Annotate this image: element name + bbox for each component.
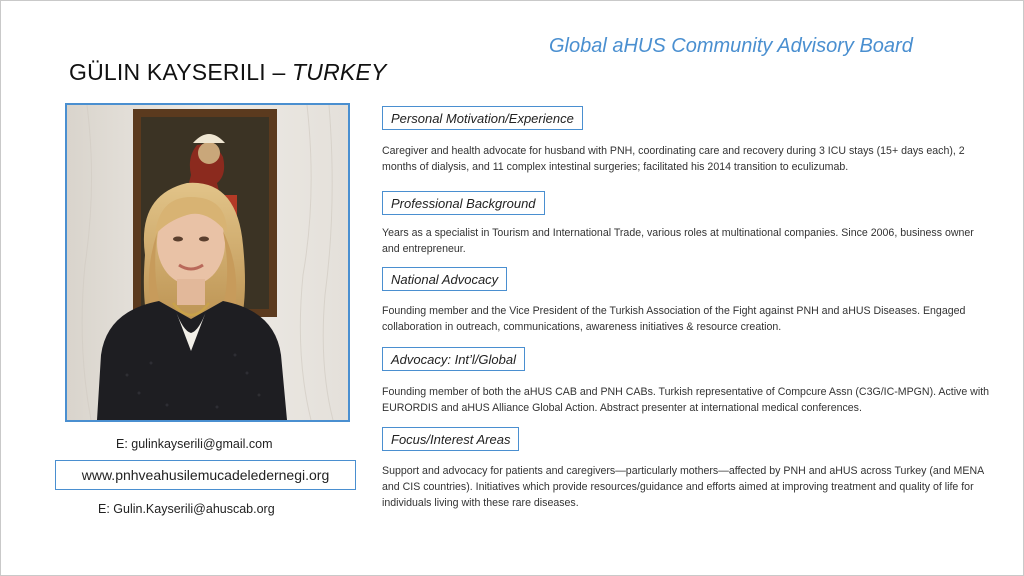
portrait-photo	[65, 103, 350, 422]
section-text-focus-areas: Support and advocacy for patients and caregivers—particularly mothers—affected by PNH and aHUS across Turkey (and MENA and CIS countries). Initiatives which provide resources/guidance and efforts aimed at improving treatment and quality of life for individuals living with these rare diseases.	[382, 465, 984, 509]
board-title: Global aHUS Community Advisory Board	[549, 35, 913, 57]
contact-email-cab[interactable]: E: Gulin.Kayserili@ahuscab.org	[98, 502, 275, 516]
section-text-professional-background: Years as a specialist in Tourism and International Trade, various roles at multinational companies. Since 2006, business owner and entrepreneur.	[382, 227, 974, 255]
section-label-focus-areas: Focus/Interest Areas	[382, 427, 519, 451]
website-link[interactable]: www.pnhveahusilemucadeledernegi.org	[55, 460, 356, 490]
section-label-national-advocacy: National Advocacy	[382, 267, 507, 291]
person-name	[69, 59, 387, 86]
person-country: TURKEY	[292, 59, 387, 85]
section-text-advocacy-global: Founding member of both the aHUS CAB and PNH CABs. Turkish representative of Compcure Assn (C3G/IC-MPGN). Active with EURORDIS and aHUS Alliance Global Action. Abstract presenter at international medical conferences.	[382, 386, 990, 414]
name-separator: –	[265, 59, 293, 85]
person-name-text: GÜLIN KAYSERILI	[69, 59, 266, 85]
contact-email-personal[interactable]: E: gulinkayserili@gmail.com	[116, 437, 273, 451]
section-text-national-advocacy: Founding member and the Vice President of the Turkish Association of the Fight against PNH and aHUS Diseases. Engaged collaboration in outreach, communications, awareness initiatives & resource creation.	[382, 305, 966, 333]
portrait-photo-icon	[67, 105, 348, 420]
section-label-personal-motivation: Personal Motivation/Experience	[382, 106, 583, 130]
section-label-professional-background: Professional Background	[382, 191, 545, 215]
section-label-advocacy-global: Advocacy: Int’l/Global	[382, 347, 525, 371]
section-text-personal-motivation: Caregiver and health advocate for husband with PNH, coordinating care and recovery during 3 ICU stays (15+ days each), 2 months of dialysis, and 11 complex intestinal surgeries; facilitated his 2014 transition to eculizumab.	[382, 145, 965, 173]
